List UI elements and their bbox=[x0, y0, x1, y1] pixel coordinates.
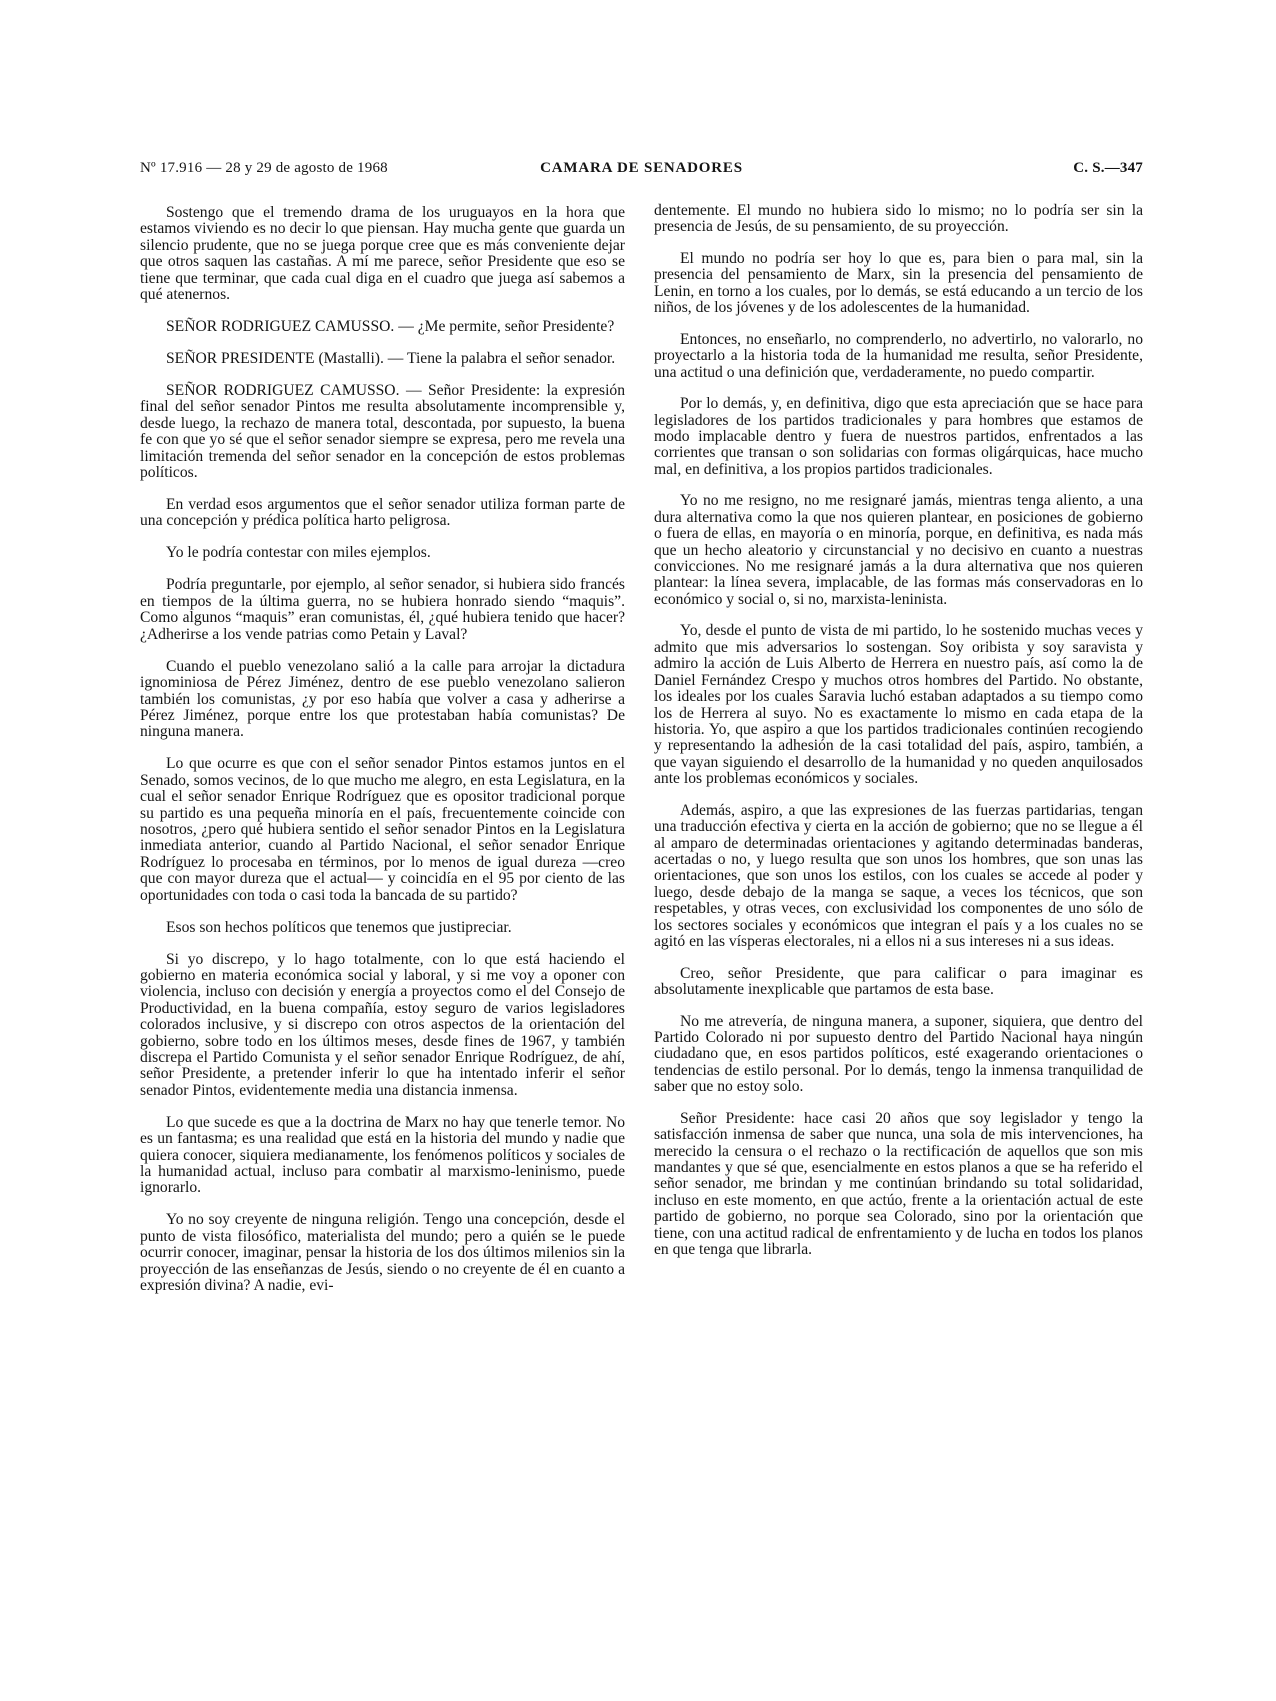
issue-and-date: Nº 17.916 — 28 y 29 de agosto de 1968 bbox=[140, 160, 388, 176]
paragraph: Yo, desde el punto de vista de mi partido, lo he sostenido muchas veces y admito que mis adversarios lo sostengan. Soy oribista y soy saravista y admiro la acción de Luis Alberto de Herrera en nuestro país, así como la de Daniel Fernández Crespo y muchos otros hombres del Partido. No obstante, los ideales por los cuales Saravia luchó estaban adaptados a su tiempo como los de Herrera al suyo. No es exactamente lo mismo en cada etapa de la historia. Yo, que aspiro a que los partidos tradicionales continúen recogiendo y representando la adhesión de la casi totalidad del país, aspiro, también, a que vayan siguiendo el desarrollo de la humanidad y no queden anquilosados ante los problemas económicos y sociales. bbox=[654, 622, 1143, 788]
publication-title: CAMARA DE SENADORES bbox=[540, 160, 743, 176]
paragraph: En verdad esos argumentos que el señor senador utiliza forman parte de una concepción y prédica política harto peligrosa. bbox=[140, 496, 625, 530]
paragraph: Cuando el pueblo venezolano salió a la calle para arrojar la dictadura ignominiosa de Pérez Jiménez, dentro de ese pueblo venezolano salieron también los comunistas, ¿y por eso había que volver a casa y adherirse a Pérez Jiménez, porque entre los que protestaban había comunistas? De ninguna manera. bbox=[140, 657, 625, 741]
paragraph: Yo le podría contestar con miles ejemplos. bbox=[166, 544, 431, 562]
paragraph: SEÑOR RODRIGUEZ CAMUSSO. — ¿Me permite, señor Presidente? bbox=[166, 318, 615, 336]
paragraph: Yo no me resigno, no me resignaré jamás, mientras tenga aliento, a una dura alternativa como la que nos quieren plantear, en posiciones de gobierno o fuera de ellas, en mayoría o en minoría, porque, en definitiva, es nada más que un hecho aleatorio y circunstancial y no decisivo en cuanto a nuestras convicciones. No me resignaré jamás a la dura alternativa que nos quieren plantear: la línea severa, implacable, de las formas más conservadoras en lo económico y social o, si no, marxista-leninista. bbox=[654, 492, 1143, 608]
paragraph: Lo que ocurre es que con el señor senador Pintos estamos juntos en el Senado, somos vecinos, de lo que mucho me alegro, en esta Legislatura, en la cual el señor senador Enrique Rodríguez que es opositor tradicional porque su partido es una pequeña minoría en el país, frecuentemente coincide con nosotros, ¿pero qué hubiera sentido el señor senador Pintos en la Legislatura inmediata anterior, cuando al Partido Nacional, el señor senador Enrique Rodríguez lo procesaba en términos, por lo menos de igual dureza —creo que con mayor dureza que el actual— y coincidía en el 95 por ciento de las oportunidades con toda o casi toda la bancada de su partido? bbox=[140, 755, 625, 904]
paragraph: No me atrevería, de ninguna manera, a suponer, siquiera, que dentro del Partido Colorado ni por supuesto dentro del Partido Nacional haya ningún ciudadano que, en esos partidos políticos, esté exagerando orientaciones o tendencias de estilo personal. Por lo demás, tengo la inmensa tranquilidad de saber que no estoy solo. bbox=[654, 1012, 1143, 1096]
paragraph: SEÑOR PRESIDENTE (Mastalli). — Tiene la palabra el señor senador. bbox=[166, 350, 616, 368]
paragraph: Sostengo que el tremendo drama de los uruguayos en la hora que estamos viviendo es no decir lo que piensan. Hay mucha gente que guarda un silencio prudente, que no se juega porque cree que es más conveniente dejar que otros saquen las castañas. A mí me parece, señor Presidente que eso se tiene que terminar, que cada cual diga en el cuadro que juega así sabemos a qué atenernos. bbox=[140, 204, 625, 304]
left-column bbox=[140, 205, 625, 1294]
paragraph-continued: dentemente. El mundo no hubiera sido lo mismo; no lo podría ser sin la presencia de Jesús, de su pensamiento, de su proyección. bbox=[654, 202, 1143, 236]
paragraph: Por lo demás, y, en definitiva, digo que esta apreciación que se hace para legisladores de los partidos tradicionales y para hombres que estamos de modo implacable dentro y fuera de nuestros partidos, enfrentados a las corrientes que transan o son solidarias con formas oligárquicas, hace mucho mal, en definitiva, a los propios partidos tradicionales. bbox=[654, 395, 1143, 478]
page-header bbox=[140, 160, 1143, 182]
paragraph: Lo que sucede es que a la doctrina de Marx no hay que tenerle temor. No es un fantasma; es una realidad que está en la historia del mundo y nadie que quiera conocer, siquiera medianamente, los fenómenos políticos y sociales de la humanidad actual, incluso para combatir al marxismo-leninismo, puede ignorarlo. bbox=[140, 1113, 625, 1197]
paragraph: Entonces, no enseñarlo, no comprenderlo, no advertirlo, no valorarlo, no proyectarlo a la historia toda de la humanidad me resulta, señor Presidente, una actitud o una definición que, verdaderamente, no puedo compartir. bbox=[654, 330, 1143, 381]
paragraph: SEÑOR RODRIGUEZ CAMUSSO. — Señor Presidente: la expresión final del señor senador Pintos me resulta absolutamente incomprensible y, desde luego, la rechazo de manera total, descontada, por supuesto, la buena fe con que yo sé que el señor senador siempre se expresa, pero me revela una limitación tremenda del señor senador en la concepción de estos problemas políticos. bbox=[140, 382, 625, 482]
paragraph: Si yo discrepo, y lo hago totalmente, con lo que está haciendo el gobierno en materia económica social y laboral, y si me voy a oponer con violencia, incluso con decisión y energía a proyectos como el del Consejo de Productividad, en la buena compañía, estoy seguro de varios legisladores colorados inclusive, y si discrepo con otros aspectos de la orientación del gobierno, sobre todo en los últimos meses, desde fines de 1967, y también discrepa el Partido Comunista y el señor senador Enrique Rodríguez, de ahí, señor Presidente, a pretender inferir lo que ha intentado inferir el señor senador Pintos, evidentemente media una distancia inmensa. bbox=[140, 950, 625, 1099]
page-number: C. S.—347 bbox=[1073, 160, 1143, 176]
paragraph: Yo no soy creyente de ninguna religión. Tengo una concepción, desde el punto de vista filosófico, materialista del mundo; pero a quién se le puede ocurrir conocer, imaginar, pensar la historia de los dos últimos milenios sin la proyección de las enseñanzas de Jesús, siendo o no creyente de él en cuanto a expresión divina? A nadie, evi- bbox=[140, 1211, 625, 1295]
paragraph: Esos son hechos políticos que tenemos que justipreciar. bbox=[166, 918, 512, 936]
paragraph: Señor Presidente: hace casi 20 años que soy legislador y tengo la satisfacción inmensa de saber que nunca, una sola de mis intervenciones, ha merecido la censura o el rechazo o la rectificación de aquellos que son mis mandantes y que sé que, esencialmente en estos planos a que se ha referido el señor senador, me brindan y me continúan brindando su total solidaridad, incluso en este momento, en que actúo, frente a la orientación actual de este partido de gobierno, no porque sea Colorado, sino por la orientación que tiene, con una actitud radical de enfrentamiento y de lucha en todos los planos en que tenga que librarla. bbox=[654, 1109, 1143, 1259]
paragraph: El mundo no podría ser hoy lo que es, para bien o para mal, sin la presencia del pensamiento de Marx, sin la presencia del pensamiento de Lenin, en torno a los cuales, por lo demás, se está educando a un tercio de los niños, de los jóvenes y de los adolescentes de la humanidad. bbox=[654, 250, 1143, 317]
paragraph: Creo, señor Presidente, que para calificar o para imaginar es absolutamente inexplicable que partamos de esta base. bbox=[654, 964, 1143, 998]
paragraph: Además, aspiro, a que las expresiones de las fuerzas partidarias, tengan una traducción efectiva y cierta en la acción de gobierno; que no se llegue a él al amparo de determinadas orientaciones y agitando determinadas banderas, acertadas o no, y luego resulta que son unos los hombres, que son unas las orientaciones, que son unos los estilos, con los cuales se accede al poder y luego, desde debajo de la manga se saque, a veces los técnicos, que son respetables, y otras veces, con exclusividad los componentes de uno sólo de los sectores sociales y económicos que integran el país y a los cuales no se agitó en las vísperas electorales, ni a ellos ni a sus intereses ni a sus ideas. bbox=[654, 801, 1143, 950]
right-column bbox=[654, 203, 1143, 1258]
paragraph: Podría preguntarle, por ejemplo, al señor senador, si hubiera sido francés en tiempos de la última guerra, no se hubiera honrado siendo “maquis”. Como algunos “maquis” eran comunistas, él, ¿qué hubiera tenido que hacer? ¿Adherirse a los vende patrias como Petain y Laval? bbox=[140, 576, 625, 643]
